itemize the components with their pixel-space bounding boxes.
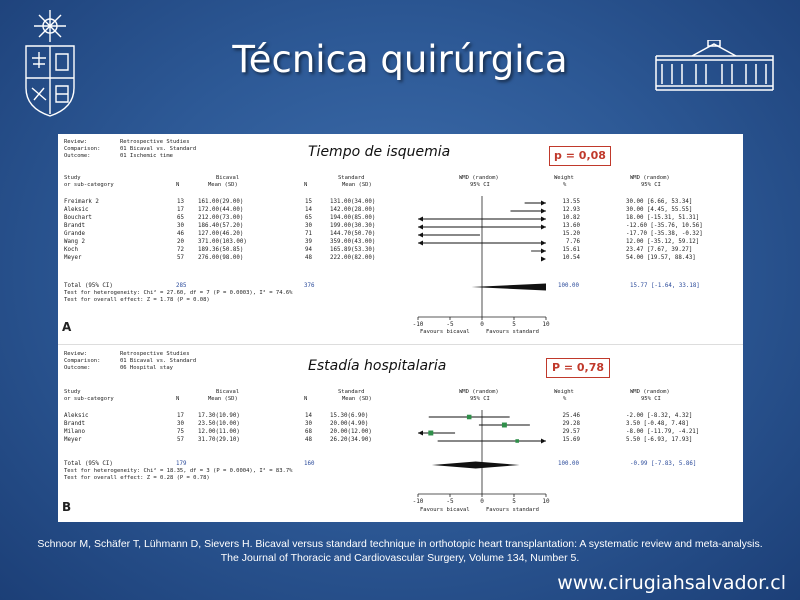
favours-left-label: Favours bicaval (420, 329, 470, 335)
x-tick-label: -5 (446, 321, 454, 328)
meta-value: 01 Ischemic time (120, 153, 173, 159)
col-header: N (304, 182, 308, 188)
p-value-badge: p = 0,08 (549, 146, 611, 166)
row-weight: 13.55 (562, 199, 580, 205)
total-wmd: 15.77 [-1.64, 33.18] (630, 283, 700, 289)
row-study: Bouchart (64, 215, 92, 221)
row-n2: 30 (305, 421, 312, 427)
row-n2: 15 (305, 199, 312, 205)
overall-effect-test: Test for overall effect: Z = 0.28 (P = 0.78) (64, 475, 210, 481)
row-n1: 72 (177, 247, 184, 253)
row-mean1: 212.00(73.00) (198, 215, 244, 221)
point-estimate (515, 439, 519, 443)
point-estimate (502, 423, 507, 428)
col-header: Mean (SD) (208, 182, 238, 188)
col-header: WMD (random) (459, 175, 499, 181)
row-n2: 48 (305, 255, 312, 261)
col-header: 95% CI (641, 182, 661, 188)
row-weight: 10.54 (562, 255, 580, 261)
row-weight: 25.46 (562, 413, 580, 419)
row-weight: 13.60 (562, 223, 580, 229)
row-study: Brandt (64, 421, 85, 427)
col-header: Standard (338, 175, 365, 181)
x-tick-label: 5 (512, 498, 516, 505)
heterogeneity-test: Test for heterogeneity: Chi² = 18.35, df = 3 (P = 0.0004), I² = 83.7% (64, 468, 293, 474)
row-wmd: 30.00 [6.66, 53.34] (626, 199, 693, 205)
meta-key: Comparison: (64, 358, 101, 364)
forest-plot-b (58, 134, 743, 522)
row-n2: 68 (305, 429, 312, 435)
x-tick-label: 10 (542, 321, 550, 328)
col-header: Bicaval (216, 389, 240, 395)
total-label: Total (95% CI) (64, 283, 113, 289)
col-header: N (176, 396, 180, 402)
col-header: WMD (random) (459, 389, 499, 395)
row-weight: 15.20 (562, 231, 580, 237)
x-tick-label: -10 (412, 321, 424, 328)
row-wmd: 12.00 [-35.12, 59.12] (626, 239, 700, 245)
meta-key: Outcome: (64, 153, 91, 159)
row-wmd: -2.00 [-8.32, 4.32] (626, 413, 693, 419)
row-n1: 57 (177, 255, 184, 261)
meta-value: Retrospective Studies (120, 139, 190, 145)
row-mean1: 172.00(44.00) (198, 207, 244, 213)
row-wmd: -12.60 [-35.76, 10.56] (626, 223, 703, 229)
row-study: Milano (64, 429, 85, 435)
panel-a-heading: Tiempo de isquemia (308, 144, 451, 160)
row-weight: 7.76 (566, 239, 580, 245)
row-study: Aleksic (64, 207, 89, 213)
row-mean1: 161.00(29.00) (198, 199, 244, 205)
row-mean1: 189.36(50.85) (198, 247, 244, 253)
row-mean1: 17.30(10.90) (198, 413, 240, 419)
total-wmd: -0.99 [-7.83, 5.86] (630, 461, 697, 467)
row-n1: 17 (177, 413, 184, 419)
total-n-standard: 376 (304, 283, 315, 289)
row-wmd: 3.50 [-0.48, 7.48] (626, 421, 689, 427)
row-n2: 39 (305, 239, 312, 245)
row-weight: 12.93 (562, 207, 580, 213)
row-mean2: 26.20(34.90) (330, 437, 372, 443)
row-weight: 15.61 (562, 247, 580, 253)
row-mean2: 165.89(53.30) (330, 247, 376, 253)
col-header: Mean (SD) (342, 182, 372, 188)
row-n2: 65 (305, 215, 312, 221)
total-diamond (432, 462, 520, 469)
row-n2: 14 (305, 207, 312, 213)
total-n-bicaval: 285 (176, 283, 187, 289)
panel-letter-b: B (62, 500, 72, 514)
building-logo (652, 40, 777, 92)
meta-value: 01 Bicaval vs. Standard (120, 358, 197, 364)
row-n2: 30 (305, 223, 312, 229)
row-n1: 65 (177, 215, 184, 221)
row-wmd: 30.00 [4.45, 55.55] (626, 207, 693, 213)
citation-line-1: Schnoor M, Schäfer T, Lühmann D, Sievers H. Bicaval versus standard technique in orthotopic heart transplantation: A systematic review and meta-analysis. (37, 538, 763, 550)
x-tick-label: -5 (446, 498, 454, 505)
row-mean1: 23.50(10.00) (198, 421, 240, 427)
row-study: Meyer (64, 437, 82, 443)
row-mean2: 20.00(4.90) (330, 421, 369, 427)
website-url: www.cirugiahsalvador.cl (557, 572, 786, 594)
meta-key: Review: (64, 139, 88, 145)
row-weight: 29.28 (562, 421, 580, 427)
total-weight: 100.00 (558, 461, 579, 467)
total-n-bicaval: 179 (176, 461, 187, 467)
total-label: Total (95% CI) (64, 461, 113, 467)
overall-effect-test: Test for overall effect: Z = 1.78 (P = 0.08) (64, 297, 210, 303)
row-mean1: 371.00(103.00) (198, 239, 247, 245)
row-weight: 29.57 (562, 429, 580, 435)
x-tick-label: 5 (512, 321, 516, 328)
citation-line-2: The Journal of Thoracic and Cardiovascular Surgery, Volume 134, Number 5. (220, 552, 580, 564)
row-n2: 14 (305, 413, 312, 419)
col-header: Mean (SD) (208, 396, 238, 402)
heterogeneity-test: Test for heterogeneity: Chi² = 27.60, df = 7 (P = 0.0003), I² = 74.6% (64, 290, 293, 296)
col-header: WMD (random) (630, 175, 670, 181)
row-mean2: 359.00(43.00) (330, 239, 376, 245)
col-header: Mean (SD) (342, 396, 372, 402)
row-study: Wang 2 (64, 239, 85, 245)
row-wmd: 54.00 [19.57, 88.43] (626, 255, 696, 261)
col-header: Study (64, 175, 81, 181)
row-mean1: 276.00(98.00) (198, 255, 244, 261)
row-mean2: 222.00(82.00) (330, 255, 376, 261)
row-mean2: 144.70(50.70) (330, 231, 376, 237)
x-tick-label: 0 (480, 321, 484, 328)
favours-right-label: Favours standard (486, 507, 539, 513)
row-mean1: 12.00(11.00) (198, 429, 240, 435)
col-header: N (176, 182, 180, 188)
row-mean2: 199.00(30.30) (330, 223, 376, 229)
row-weight: 10.82 (562, 215, 580, 221)
total-weight: 100.00 (558, 283, 579, 289)
row-study: Grande (64, 231, 85, 237)
row-n1: 75 (177, 429, 184, 435)
x-tick-label: -10 (412, 498, 424, 505)
x-tick-label: 0 (480, 498, 484, 505)
row-n1: 20 (177, 239, 184, 245)
row-mean2: 20.00(12.00) (330, 429, 372, 435)
meta-key: Outcome: (64, 365, 91, 371)
row-study: Meyer (64, 255, 82, 261)
row-wmd: -8.00 [-11.79, -4.21] (626, 429, 700, 435)
row-study: Freimark 2 (64, 199, 99, 205)
row-study: Brandt (64, 223, 85, 229)
col-header: Weight (554, 389, 574, 395)
col-header: % (563, 182, 567, 188)
slide-title: Técnica quirúrgica (232, 38, 568, 81)
row-n1: 13 (177, 199, 184, 205)
col-header: or sub-category (64, 182, 114, 188)
ci-arrow-left (418, 431, 423, 436)
row-n1: 57 (177, 437, 184, 443)
meta-value: 01 Bicaval vs. Standard (120, 146, 197, 152)
col-header: N (304, 396, 308, 402)
col-header: Standard (338, 389, 365, 395)
university-seal-logo (20, 8, 80, 120)
panel-letter-a: A (62, 320, 72, 334)
meta-value: 06 Hospital stay (120, 365, 173, 371)
col-header: 95% CI (641, 396, 661, 402)
ci-arrow-right (541, 439, 546, 444)
row-mean2: 131.00(34.00) (330, 199, 376, 205)
citation (10, 537, 790, 565)
row-n1: 30 (177, 223, 184, 229)
total-n-standard: 160 (304, 461, 315, 467)
col-header: Bicaval (216, 175, 240, 181)
row-mean2: 142.00(28.00) (330, 207, 376, 213)
row-mean2: 194.00(85.00) (330, 215, 376, 221)
col-header: Weight (554, 175, 574, 181)
col-header: or sub-category (64, 396, 114, 402)
row-n1: 17 (177, 207, 184, 213)
row-wmd: 18.00 [-15.31, 51.31] (626, 215, 700, 221)
meta-key: Comparison: (64, 146, 101, 152)
meta-value: Retrospective Studies (120, 351, 190, 357)
p-value-badge: P = 0,78 (546, 358, 610, 378)
row-mean1: 127.00(46.20) (198, 231, 244, 237)
row-mean2: 15.30(6.90) (330, 413, 369, 419)
row-mean1: 186.40(57.20) (198, 223, 244, 229)
favours-right-label: Favours standard (486, 329, 539, 335)
row-n1: 30 (177, 421, 184, 427)
point-estimate (428, 431, 433, 436)
col-header: % (563, 396, 567, 402)
favours-left-label: Favours bicaval (420, 507, 470, 513)
row-mean1: 31.70(29.10) (198, 437, 240, 443)
meta-key: Review: (64, 351, 88, 357)
col-header: 95% CI (470, 182, 490, 188)
row-study: Aleksic (64, 413, 89, 419)
row-n2: 71 (305, 231, 312, 237)
point-estimate (467, 415, 472, 420)
row-wmd: 23.47 [7.67, 39.27] (626, 247, 693, 253)
col-header: WMD (random) (630, 389, 670, 395)
x-tick-label: 10 (542, 498, 550, 505)
forest-plot-figure (58, 134, 743, 522)
row-wmd: -17.70 [-35.38, -0.32] (626, 231, 703, 237)
row-weight: 15.69 (562, 437, 580, 443)
row-study: Koch (64, 247, 78, 253)
col-header: Study (64, 389, 81, 395)
row-n2: 94 (305, 247, 312, 253)
row-n1: 46 (177, 231, 184, 237)
row-wmd: 5.50 [-6.93, 17.93] (626, 437, 693, 443)
col-header: 95% CI (470, 396, 490, 402)
panel-b-heading: Estadía hospitalaria (308, 358, 447, 374)
row-n2: 48 (305, 437, 312, 443)
